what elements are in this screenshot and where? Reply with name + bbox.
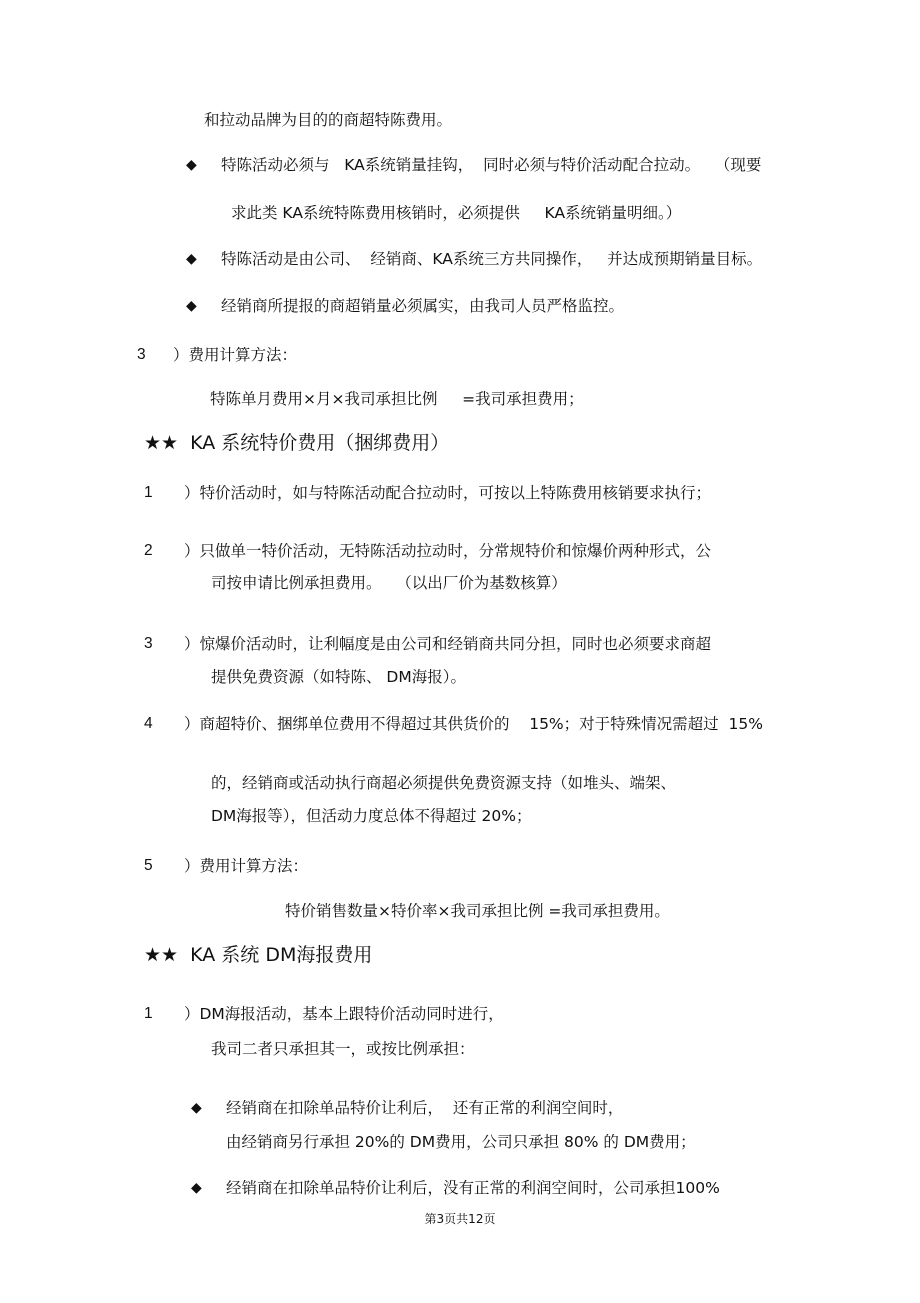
list-number: 1: [144, 1005, 153, 1022]
list-item-text-continued: 的，经销商或活动执行商超必须提供免费资源支持（如堆头、端架、: [211, 774, 677, 792]
formula-line: 特陈单月费用×月×我司承担比例 =我司承担费用；: [210, 390, 584, 408]
list-number: 2: [144, 542, 153, 559]
section-heading: ★★ KA 系统特价费用（捆绑费用）: [144, 432, 450, 454]
bullet-text-continued: 求此类 KA系统特陈费用核销时，必须提供 KA系统销量明细。）: [231, 204, 682, 222]
list-number: 3: [144, 635, 153, 652]
list-number: 5: [144, 857, 153, 874]
bullet-text: 特陈活动是由公司、 经销商、KA系统三方共同操作， 并达成预期销量目标。: [221, 250, 763, 268]
list-number: 1: [144, 484, 153, 501]
page-footer: 第3页共12页: [424, 1212, 496, 1226]
list-item-text: ）费用计算方法：: [184, 857, 309, 875]
bullet-text: 经销商在扣除单品特价让利后， 还有正常的利润空间时，: [226, 1099, 624, 1117]
list-item-text: ）惊爆价活动时，让利幅度是由公司和经销商共同分担，同时也必须要求商超: [184, 635, 712, 653]
list-item-text-continued: DM海报等），但活动力度总体不得超过 20%；: [211, 807, 532, 825]
bullet-text-continued: 由经销商另行承担 20%的 DM费用，公司只承担 80% 的 DM费用；: [226, 1133, 696, 1151]
diamond-bullet-icon: ◆: [191, 1100, 202, 1116]
formula-line: 特价销售数量×特价率×我司承担比例 =我司承担费用。: [285, 902, 670, 920]
bullet-text: 经销商在扣除单品特价让利后，没有正常的利润空间时，公司承担100%: [226, 1179, 720, 1197]
paragraph-line: 和拉动品牌为目的的商超特陈费用。: [204, 111, 453, 129]
list-number: 4: [144, 715, 153, 732]
diamond-bullet-icon: ◆: [186, 251, 197, 267]
list-item-text: ）特价活动时，如与特陈活动配合拉动时，可按以上特陈费用核销要求执行；: [184, 484, 712, 502]
bullet-text: 特陈活动必须与 KA系统销量挂钩， 同时必须与特价活动配合拉动。 （现要: [221, 156, 762, 174]
section-heading: ★★ KA 系统 DM海报费用: [144, 944, 373, 966]
list-item-text-continued: 司按申请比例承担费用。 （以出厂价为基数核算）: [211, 574, 567, 592]
diamond-bullet-icon: ◆: [186, 298, 197, 314]
bullet-text: 经销商所提报的商超销量必须属实，由我司人员严格监控。: [221, 297, 625, 315]
list-item-text: ）商超特价、捆绑单位费用不得超过其供货价的 15%；对于特殊情况需超过 15%: [184, 715, 763, 733]
list-item-text: ）费用计算方法：: [173, 346, 298, 364]
list-number: 3: [137, 346, 146, 363]
list-item-text: ）只做单一特价活动，无特陈活动拉动时，分常规特价和惊爆价两种形式，公: [184, 542, 712, 560]
list-item-text-continued: 提供免费资源（如特陈、 DM海报）。: [211, 668, 466, 686]
diamond-bullet-icon: ◆: [186, 157, 197, 173]
list-item-text: ）DM海报活动，基本上跟特价活动同时进行，: [184, 1005, 504, 1023]
list-item-text-continued: 我司二者只承担其一，或按比例承担：: [211, 1040, 475, 1058]
diamond-bullet-icon: ◆: [191, 1180, 202, 1196]
